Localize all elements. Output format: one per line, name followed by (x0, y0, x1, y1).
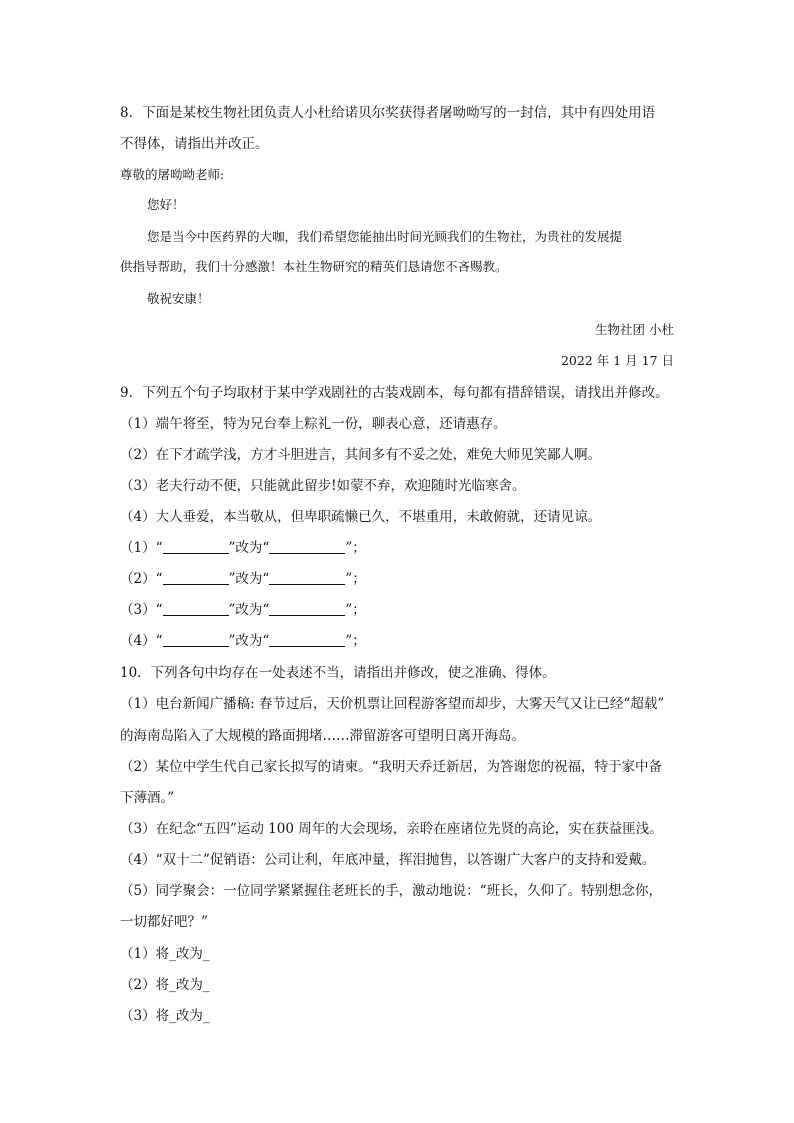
q10-line-1: （1）电台新闻广播稿: 春节过后，天价机票让回程游客望而却步，大雾天气又让已经“超载” (120, 696, 665, 712)
q9-answer-3 (120, 601, 366, 619)
letter-body-line1: 您是当今中医药界的大咖，我们希望您能抽出时间光顾我们的生物社，为贵社的发展提 (147, 229, 623, 244)
answer-connector: ”改为“ (228, 571, 270, 587)
q9-answer-4 (120, 632, 366, 650)
q9-item-3: （3）老夫行动不便，只能就此留步!如蒙不弃，欢迎随时光临寒舍。 (120, 478, 526, 494)
q9-item-1: （1）端午将至，特为兄台奉上粽礼一份，聊表心意，还请惠存。 (120, 416, 507, 432)
answer-blank-original[interactable] (163, 602, 229, 616)
q10-line-5: （3）在纪念“五四”运动 100 周年的大会现场，亲聆在座诸位先贤的高论，实在获益匪浅。 (120, 821, 663, 837)
answer-end: ”； (345, 633, 366, 649)
letter-greeting: 您好！ (147, 197, 185, 212)
answer-number: （1）“ (120, 540, 163, 556)
q10-line-4: 下薄酒。” (120, 790, 175, 806)
answer-number: （2）“ (120, 571, 163, 587)
answer-connector: ”改为“ (228, 602, 270, 618)
q10-answer-2[interactable]: （2）将_改为_ (120, 977, 210, 993)
q8-title-line2: 不得体，请指出并改正。 (120, 136, 269, 152)
answer-blank-corrected[interactable] (269, 602, 345, 616)
q10-answer-3[interactable]: （3）将_改为_ (120, 1008, 210, 1024)
answer-blank-corrected[interactable] (269, 571, 345, 585)
answer-number: （3）“ (120, 602, 163, 618)
letter-signature: 生物社团 小杜 (595, 322, 674, 337)
answer-end: ”； (345, 571, 366, 587)
q9-answer-1 (120, 539, 366, 557)
q8-title-line1: 8．下面是某校生物社团负责人小杜给诺贝尔奖获得者屠呦呦写的一封信，其中有四处用语 (120, 105, 656, 121)
answer-connector: ”改为“ (228, 633, 270, 649)
answer-blank-original[interactable] (163, 571, 229, 585)
q10-line-7: （5）同学聚会：一位同学紧紧握住老班长的手，激动地说：“班长，久仰了。特别想念你， (120, 883, 662, 899)
q10-line-3: （2）某位中学生代自己家长拟写的请柬。“我明天乔迁新居，为答谢您的祝福，特于家中备 (120, 759, 662, 775)
q9-item-4: （4）大人垂爱，本当敬从，但卑职疏懒已久，不堪重用，未敢俯就，还请见谅。 (120, 509, 602, 525)
q10-line-6: （4）“双十二”促销语：公司让利，年底冲量，挥泪抛售，以答谢广大客户的支持和爱戴。 (120, 852, 656, 868)
answer-blank-original[interactable] (163, 633, 229, 647)
answer-end: ”； (345, 540, 366, 556)
answer-blank-corrected[interactable] (269, 540, 345, 554)
q10-line-8: 一切都好吧？” (120, 914, 208, 930)
letter-date: 2022 年 1 月 17 日 (560, 353, 674, 368)
answer-end: ”； (345, 602, 366, 618)
answer-connector: ”改为“ (228, 540, 270, 556)
q9-item-2: （2）在下才疏学浅，方才斗胆进言，其间多有不妥之处，难免大师见笑鄙人啊。 (120, 447, 602, 463)
q9-answer-2 (120, 570, 366, 588)
letter-body-line2: 供指导帮助，我们十分感激！本社生物研究的精英们恳请您不吝赐教。 (120, 259, 508, 274)
q9-title: 9．下列五个句子均取材于某中学戏剧社的古装戏剧本，每句都有措辞错误，请找出并修改。 (120, 385, 669, 401)
q10-title: 10．下列各句中均存在一处表述不当，请指出并修改，使之准确、得体。 (120, 665, 556, 681)
q10-line-2: 的海南岛陷入了大规模的路面拥堵……滞留游客可望明日离开海岛。 (120, 728, 525, 744)
letter-closing: 敬祝安康！ (147, 291, 210, 306)
answer-blank-corrected[interactable] (269, 633, 345, 647)
answer-blank-original[interactable] (163, 540, 229, 554)
answer-number: （4）“ (120, 633, 163, 649)
q10-answer-1[interactable]: （1）将_改为_ (120, 946, 210, 962)
letter-salutation: 尊敬的屠呦呦老师: (120, 167, 225, 182)
